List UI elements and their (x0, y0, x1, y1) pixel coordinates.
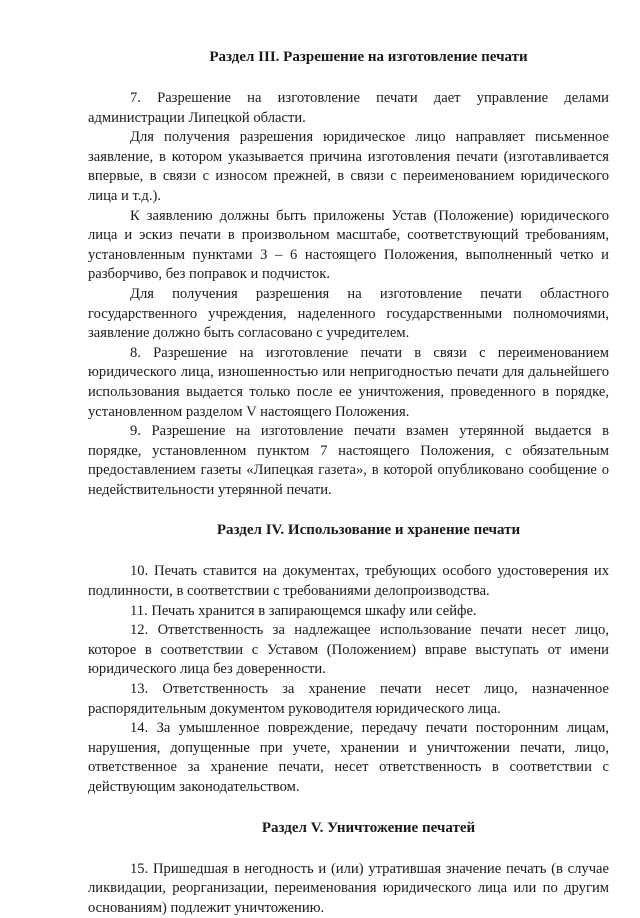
paragraph: К заявлению должны быть приложены Устав (Положение) юридического лица и эскиз печати в произвольном масштабе, соответствующий требованиям, установленным пунктами 3 – 6 настоящего Положения, выполненный четко и разборчиво, без поправок и подчисток. (88, 207, 609, 283)
paragraph: Для получения разрешения юридическое лицо направляет письменное заявление, в котором указывается причина изготовления печати (изготавливается впервые, в связи с износом прежней, в связи с переименованием юридического лица и т.д.). (88, 129, 609, 204)
paragraph: 15. Пришедшая в негодность и (или) утратившая значение печать (в случае ликвидации, реорганизации, переименования юридического лица или по другим основаниям) подлежит уничтожению. (88, 860, 609, 916)
paragraph: 11. Печать хранится в запирающемся шкафу или сейфе. (130, 602, 477, 619)
section-heading-3: Раздел III. Разрешение на изготовление печати (209, 49, 528, 65)
paragraph: 9. Разрешение на изготовление печати взамен утерянной выдается в порядке, установленном пунктом 7 настоящего Положения, с обязательным предоставлением газеты «Липецкая газета», в которой опубликовано сообщение о недействительности утерянной печати. (88, 423, 609, 498)
paragraph: 14. За умышленное повреждение, передачу печати посторонним лицам, нарушения, допущенные при учете, хранении и уничтожении печати, лицо, ответственное за хранение печати, несет ответственность в соответствии с действующим законодательством. (88, 720, 609, 795)
paragraph: 12. Ответственность за надлежащее использование печати несет лицо, которое в соответствии с Уставом (Положением) вправе выступать от имени юридического лица без доверенности. (88, 622, 609, 678)
paragraph: 8. Разрешение на изготовление печати в связи с переименованием юридического лица, изношенностью или непригодностью печати для дальнейшего использования выдается только после ее уничтожения, проведенного в порядке, установленном разделом V настоящего Положения. (88, 344, 609, 420)
section-heading-5: Раздел V. Уничтожение печатей (261, 819, 476, 836)
paragraph: Для получения разрешения на изготовление печати областного государственного учреждения, наделенного государственными полномочиями, заявление должно быть согласовано с учредителем. (88, 285, 609, 342)
section-heading-4: Раздел IV. Использование и хранение печати (216, 522, 521, 539)
document-page (88, 48, 609, 918)
paragraph: 13. Ответственность за хранение печати несет лицо, назначенное распорядительным документом руководителя юридического лица. (88, 681, 609, 717)
paragraph: 10. Печать ставится на документах, требующих особого удостоверения их подлинности, в соответствии с требованиями делопроизводства. (88, 563, 609, 600)
paragraph: 7. Разрешение на изготовление печати дает управление делами администрации Липецкой области. (88, 90, 609, 126)
